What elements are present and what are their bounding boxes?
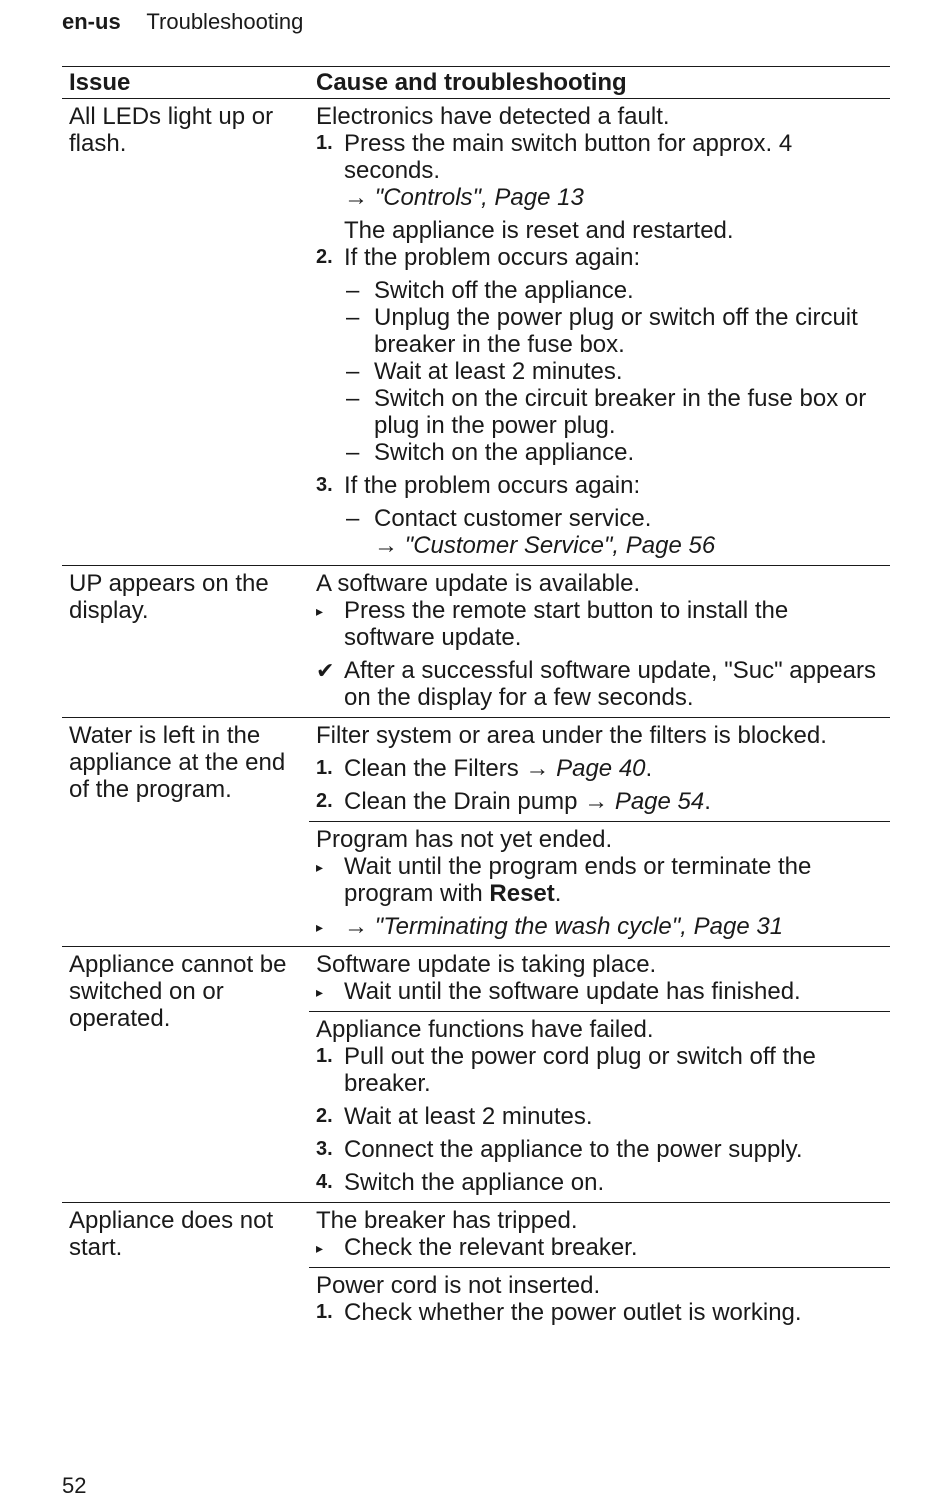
cross-reference-link[interactable] — [316, 184, 882, 211]
issue-cell: Appliance cannot be switched on or operated. — [62, 947, 309, 1203]
reference-text: "Customer Service", Page 56 — [404, 532, 716, 559]
sub-item-text: Switch off the appliance. — [374, 277, 634, 304]
step-number: 2. — [316, 1105, 333, 1127]
dash-icon: – — [346, 358, 360, 385]
step-item — [316, 1103, 882, 1130]
step-text: Press the main switch button for approx. 4 seconds. — [344, 130, 793, 184]
step-number: 2. — [316, 246, 333, 268]
step-text: Switch the appliance on. — [344, 1169, 605, 1196]
cause-cell — [309, 566, 890, 718]
dash-icon: – — [346, 505, 360, 532]
step-text: Connect the appliance to the power supply. — [344, 1136, 803, 1163]
page-header — [62, 8, 303, 36]
step-item — [316, 1299, 882, 1326]
cause-text: Program has not yet ended. — [316, 826, 613, 853]
sub-item — [316, 385, 882, 439]
table-header-row — [62, 67, 890, 99]
page-number: 52 — [62, 1473, 87, 1498]
sub-item — [316, 277, 882, 304]
result-item — [316, 657, 882, 711]
step-text: Pull out the power cord plug or switch off the breaker. — [344, 1043, 816, 1097]
step-item — [316, 244, 882, 271]
step-item — [316, 1234, 882, 1261]
step-text: Wait at least 2 minutes. — [344, 1103, 593, 1130]
step-item — [316, 597, 882, 651]
step-number: 1. — [316, 757, 333, 779]
page-reference-link[interactable]: Page 54 — [614, 788, 705, 815]
table-row — [62, 947, 890, 1012]
step-number: 3. — [316, 1138, 333, 1160]
dash-icon: – — [346, 304, 360, 331]
triangle-bullet-icon: ▸ — [316, 919, 324, 935]
step-item — [316, 1169, 882, 1196]
step-number: 1. — [316, 1301, 333, 1323]
step-text: Check whether the power outlet is working. — [344, 1299, 802, 1326]
sub-item-text: Contact customer service. — [374, 505, 652, 532]
sub-item-text: Switch on the appliance. — [374, 439, 635, 466]
dash-icon: – — [346, 277, 360, 304]
cause-text: Electronics have detected a fault. — [316, 103, 670, 130]
cause-cell — [309, 1203, 890, 1268]
cause-text: Power cord is not inserted. — [316, 1272, 601, 1299]
step-text: If the problem occurs again: — [344, 244, 641, 271]
step-item: ▸ Wait until the program ends or terminate the program with Reset. — [316, 853, 812, 907]
step-item — [316, 1136, 882, 1163]
triangle-bullet-icon: ▸ — [316, 984, 324, 1000]
triangle-bullet-icon: ▸ — [316, 859, 324, 875]
step-item — [316, 130, 882, 184]
reference-text: "Controls", Page 13 — [374, 184, 584, 211]
reset-button-label: Reset — [489, 880, 555, 907]
step-text: Clean the Filters — [344, 755, 519, 782]
step-item: 2. Clean the Drain pump → Page 54. — [316, 788, 711, 815]
cause-cell — [309, 718, 890, 822]
cause-cell — [309, 822, 890, 947]
reference-text: "Terminating the wash cycle", Page 31 — [374, 913, 784, 940]
sub-item-text: Switch on the circuit breaker in the fuse box or plug in the power plug. — [374, 385, 867, 439]
step-number: 2. — [316, 790, 333, 812]
step-number: 1. — [316, 132, 333, 154]
step-text: If the problem occurs again: — [344, 472, 641, 499]
table-row — [62, 99, 890, 566]
issue-cell: Appliance does not start. — [62, 1203, 309, 1333]
table-row — [62, 566, 890, 718]
step-number: 4. — [316, 1171, 333, 1193]
step-text: Wait until the program ends or terminate the program with — [344, 853, 812, 907]
arrow-icon: → — [344, 913, 368, 940]
dash-icon: – — [346, 439, 360, 466]
table-row — [62, 718, 890, 822]
arrow-icon: → — [374, 532, 398, 559]
step-text: Check the relevant breaker. — [344, 1234, 638, 1261]
issue-cell: All LEDs light up or flash. — [69, 103, 274, 157]
step-text: Press the remote start button to install the software update. — [344, 597, 789, 651]
cause-text: A software update is available. — [316, 570, 641, 597]
cause-text: Appliance functions have failed. — [316, 1016, 654, 1043]
cause-cell — [309, 1012, 890, 1203]
arrow-icon: → — [584, 788, 609, 815]
step-item: 1. Clean the Filters → Page 40. — [316, 755, 653, 782]
step-result: The appliance is reset and restarted. — [344, 217, 734, 244]
cause-text: Filter system or area under the filters is blocked. — [316, 722, 827, 749]
cross-reference-link[interactable] — [316, 913, 882, 940]
cross-reference-link[interactable] — [316, 532, 882, 559]
column-header-cause: Cause and troubleshooting — [309, 67, 890, 99]
table-row — [62, 1203, 890, 1268]
arrow-icon: → — [344, 184, 368, 211]
step-item — [316, 472, 882, 499]
cause-cell — [309, 99, 890, 566]
sub-item — [316, 304, 882, 358]
troubleshooting-table — [62, 66, 890, 1332]
cause-text: Software update is taking place. — [316, 951, 657, 978]
issue-cell: UP appears on the display. — [62, 566, 309, 718]
step-text: Wait until the software update has finished. — [344, 978, 801, 1005]
step-text: Clean the Drain pump — [344, 788, 578, 815]
result-text: After a successful software update, "Suc" appears on the display for a few seconds. — [344, 657, 876, 711]
triangle-bullet-icon: ▸ — [316, 1240, 324, 1256]
step-number: 1. — [316, 1045, 333, 1067]
arrow-icon: → — [525, 755, 550, 782]
section-title: Troubleshooting — [146, 9, 304, 34]
sub-item — [316, 505, 882, 532]
checkmark-icon: ✔ — [316, 658, 335, 683]
sub-item — [316, 439, 882, 466]
sub-item — [316, 358, 882, 385]
column-header-issue: Issue — [62, 67, 309, 99]
cause-cell — [309, 947, 890, 1012]
step-number: 3. — [316, 474, 333, 496]
sub-item-text: Wait at least 2 minutes. — [374, 358, 623, 385]
cause-cell — [309, 1268, 890, 1333]
sub-item-text: Unplug the power plug or switch off the circuit breaker in the fuse box. — [374, 304, 858, 358]
issue-cell: Water is left in the appliance at the end of the program. — [62, 718, 309, 947]
dash-icon: – — [346, 385, 360, 412]
page-reference-link[interactable]: Page 40 — [556, 755, 646, 782]
cause-text: The breaker has tripped. — [316, 1207, 578, 1234]
language-code: en-us — [62, 9, 121, 34]
triangle-bullet-icon: ▸ — [316, 603, 324, 619]
step-item — [316, 978, 882, 1005]
step-item — [316, 1043, 882, 1097]
